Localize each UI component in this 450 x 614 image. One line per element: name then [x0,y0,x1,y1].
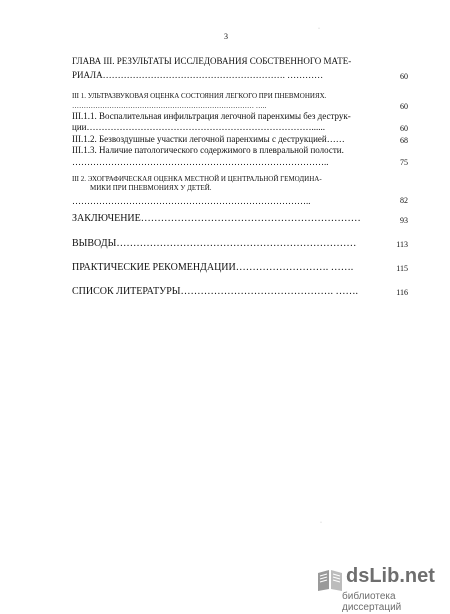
toc-recommendations-page: 115 [396,264,408,273]
toc-chapter3-line1: ГЛАВА III. РЕЗУЛЬТАТЫ ИССЛЕДОВАНИЯ СОБСТВЕННОГО МАТЕ- [72,56,352,66]
toc-findings-page: 113 [396,240,408,249]
toc-chapter3-line2: РИАЛА……………………………………………………. ………… [72,70,324,80]
toc-findings: ВЫВОДЫ……………………………………………………………… [72,238,357,249]
toc-section-3-1-1-page: 60 [400,124,408,133]
toc-section-3-1-2-line: III.1.2. Безвоздушные участки легочной паренхимы с деструкцией…… [72,134,345,144]
page-number: 3 [224,32,228,41]
toc-section-3-1-3-line2: ………………………………………………………………………….. [72,157,329,167]
toc-section-3-1-line2: …………………………………………………………………… ….. [72,102,267,110]
toc-recommendations: ПРАКТИЧЕСКИЕ РЕКОМЕНДАЦИИ………………………. ……. [72,262,354,273]
toc-section-3-1-page: 60 [400,102,408,111]
toc-section-3-2-line3: …………………………………………………………………….. [72,196,311,206]
scan-speck-bottom: · [320,520,322,526]
toc-references-page: 116 [396,288,408,297]
toc-section-3-1-3-line1: III.1.3. Наличие патологического содержимого в плевральной полости. [72,145,344,155]
toc-section-3-1-line1: III 1. УЛЬТРАЗВУКОВАЯ ОЦЕНКА СОСТОЯНИЯ ЛЕГКОГО ПРИ ПНЕВМОНИЯХ. [72,92,327,100]
toc-section-3-1-1-line2: ции…………………………………………………………………...... [72,122,325,132]
toc-section-3-2-line2: МИКИ ПРИ ПНЕВМОНИЯХ У ДЕТЕЙ. [90,184,212,192]
toc-references: СПИСОК ЛИТЕРАТУРЫ………………………………………. ……. [72,286,358,297]
watermark-name: dsLib.net [346,565,435,587]
scan-speck-top: · [318,26,320,32]
toc-section-3-1-3-page: 75 [400,158,408,167]
toc-section-3-1-1-line1: III.1.1. Воспалительная инфильтрация легочной паренхимы без деструк- [72,111,351,121]
dslib-watermark-logo [316,565,446,613]
toc-section-3-1-2-page: 68 [400,136,408,145]
watermark-subtitle: библиотека диссертаций [342,591,402,613]
book-icon [316,567,344,593]
toc-chapter3-page: 60 [400,72,408,81]
toc-section-3-2-page: 82 [400,196,408,205]
toc-conclusion: ЗАКЛЮЧЕНИЕ………………………………………………………… [72,213,361,224]
toc-section-3-2-line1: III 2. ЭХОГРАФИЧЕСКАЯ ОЦЕНКА МЕСТНОЙ И ЦЕНТРАЛЬНОЙ ГЕМОДИНА- [72,175,322,183]
toc-conclusion-page: 93 [400,216,408,225]
